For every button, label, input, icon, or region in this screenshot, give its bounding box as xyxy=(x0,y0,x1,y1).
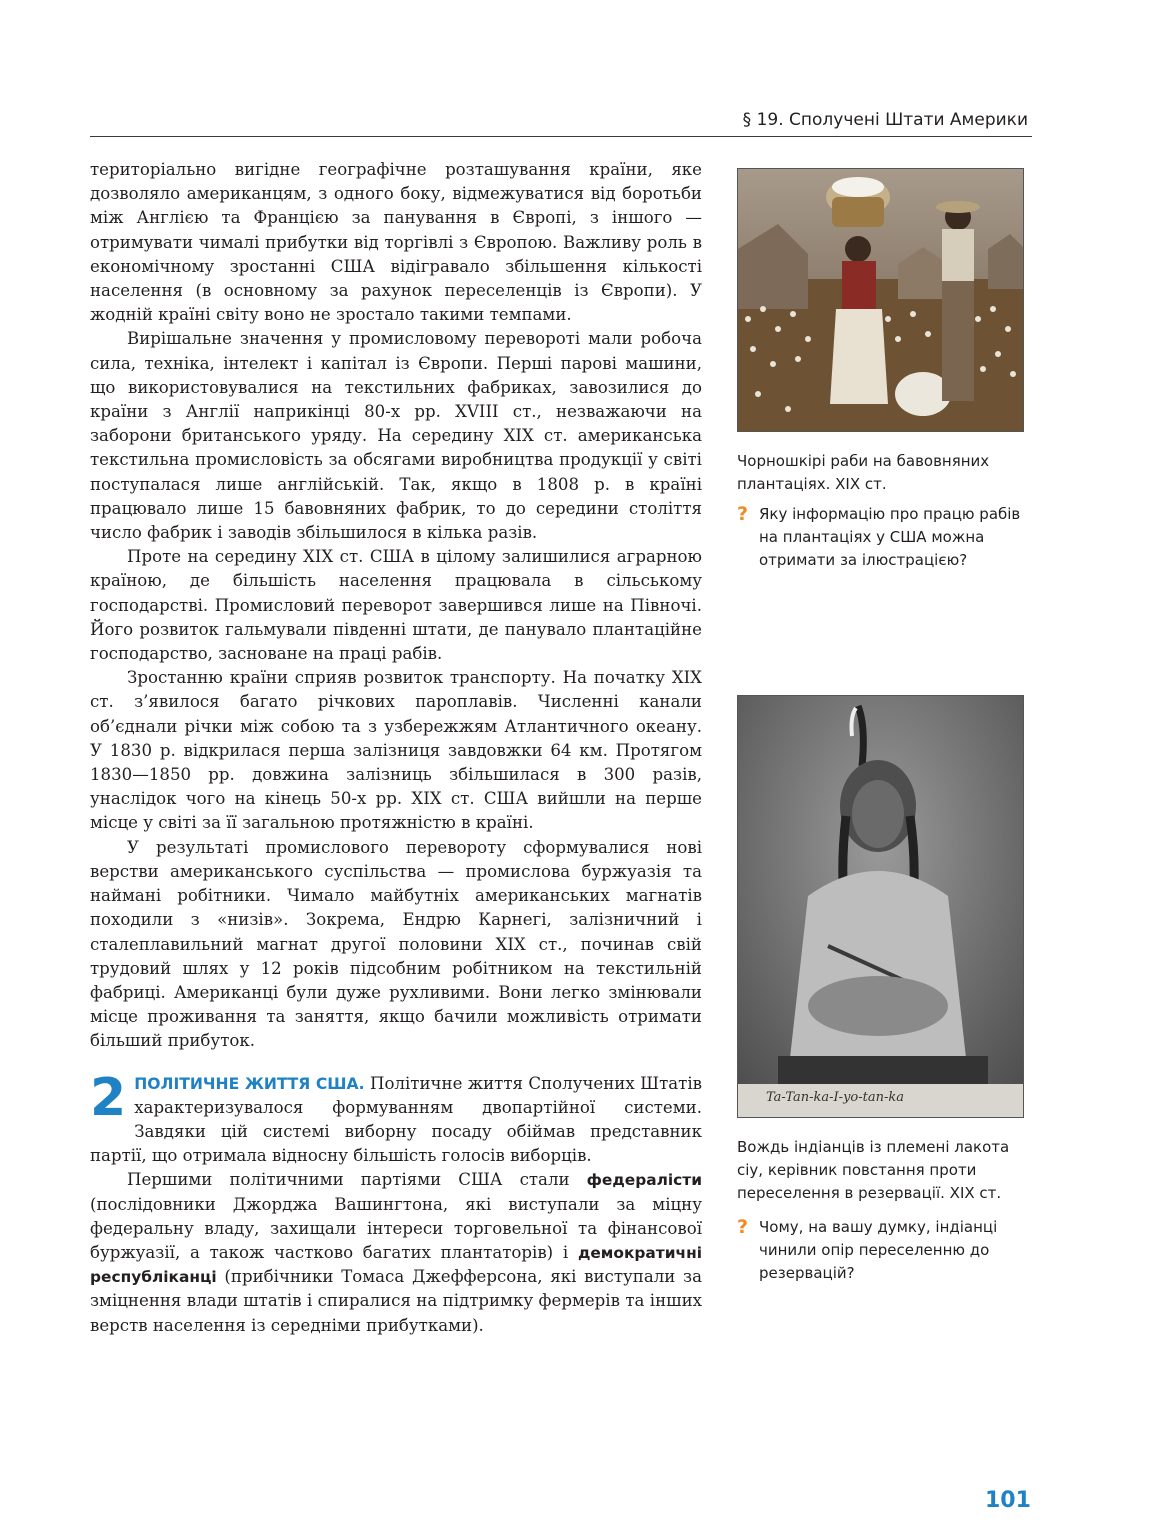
chief-portrait-image xyxy=(738,696,1023,1117)
caption-chief: Вождь індіанців із племені лакота сіу, керівник повстання проти переселення в резервації. XIX ст. xyxy=(737,1138,1010,1202)
question-mark-icon: ? xyxy=(737,503,749,525)
section-intro-paragraph xyxy=(90,1067,703,1169)
paragraph: Проте на середину XIX ст. США в цілому залишилися аграрною країною, де більшість населення працювала в сільському господарстві. Промисловий переворот завершився лише на Півночі. Його розвиток гальмували південні штати, де панувало плантаційне господарство, засноване на праці рабів. xyxy=(90,547,702,664)
paragraph: територіально вигідне географічне розташування країни, яке дозволяло американцям, з одного боку, відмежуватися від боротьби між Англією та Францією за панування в Європі, з іншого — отримувати чималі прибутки від торгівлі з Європою. Важливу роль в економічному зростанні США відігравало збільшення кількості населення (в основному за рахунок переселенців із Європи). У жодній країні світу воно не зростало такими темпами. xyxy=(90,160,702,325)
photo-inscription: Ta-Tan-ka-I-yo-tan-ka xyxy=(766,1090,904,1105)
question-1-text: Яку інформацію про працю рабів на плантаціях у США можна отримати за ілюстрацією? xyxy=(759,505,1021,569)
paragraph-text: (прибічники Томаса Джефферсона, які виступали за зміцнення влади штатів і спиралися на підтримку фермерів та інших верств населення із середніми прибутками). xyxy=(90,1267,702,1335)
section-intro-text: Політичне життя Сполучених Штатів характеризувалося формуванням двопартійної системи. Завдяки цій системі виборну посаду обіймав представник партії, що отримала відносну більшість голосів виборців. xyxy=(90,1073,703,1166)
paragraph: Вирішальне значення у промисловому перевороті мали робоча сила, техніка, інтелект і капітал із Європи. Перші парові машини, що використовувалися на текстильних фабриках, завозилися до країни з Англії наприкінці 80-х рр. XVIII ст., незважаючи на заборони британського уряду. На середину XIX ст. американська текстильна промисловість за обсягами виробництва продукції у світі поступалася лише англійській. Так, якщо в 1808 р. в країні працювало лише 15 бавовняних фабрик, то до середини століття число фабрик і заводів збільшилося в кілька разів. xyxy=(90,329,702,543)
question-mark-icon: ? xyxy=(737,1216,749,1238)
running-header xyxy=(90,104,1032,137)
paragraph-text: (послідовники Джорджа Вашингтона, які виступали за міцну федеральну владу, захищали інтереси торговельної та фінансової буржуазії, а також частково багатих плантаторів) і xyxy=(90,1194,702,1262)
paragraph: У результаті промислового перевороту сформувалися нові верстви американського суспільства — промислова буржуазія та наймані робітники. Чимало майбутніх американських магнатів походили з «низів». Зокрема, Ендрю Карнегі, залізничний і сталеплавильний магнат другої половини XIX ст., починав свій трудовий шлях у 12 років підсобним робітником на текстильній фабриці. Американці були дуже рухливими. Вони легко змінювали місце проживання та заняття, якщо бачили можливість отримати більший прибуток. xyxy=(90,837,702,1051)
caption-plantation: Чорношкірі раби на бавовняних плантаціях. XIX ст. xyxy=(737,452,990,493)
chief-portrait-photo xyxy=(737,695,1024,1118)
plantation-painting xyxy=(737,168,1024,432)
main-text-column xyxy=(90,158,702,1338)
plantation-painting-image xyxy=(738,169,1023,431)
paragraph: Зростанню країни сприяв розвиток транспорту. На початку XIX ст. з’явилося багато річкових пароплавів. Численні канали об’єднали річки між собою та з узбережжям Атлантичного океану. У 1830 р. відкрилася перша залізниця завдовжки 64 км. Протягом 1830—1850 рр. довжина залізниць збільшилася в 300 разів, унаслідок чого на кінець 50-х рр. XIX ст. США вийшли на перше місце у світі за її загальною протяжністю в країні. xyxy=(90,668,702,833)
section-number: 2 xyxy=(90,1067,127,1128)
section-2 xyxy=(90,1067,703,1338)
question-2-text: Чому, на вашу думку, індіанці чинили опір переселенню до резервацій? xyxy=(759,1218,998,1282)
term-democratic-republicans: демократичні республіканці xyxy=(90,1243,702,1287)
section-title: ПОЛІТИЧНЕ ЖИТТЯ США. xyxy=(134,1074,365,1093)
page-number: 101 xyxy=(985,1488,1031,1513)
term-federalists: федералісти xyxy=(586,1171,702,1190)
paragraph xyxy=(90,1168,702,1337)
question-2 xyxy=(737,1216,1037,1285)
question-1 xyxy=(737,503,1037,572)
chapter-title: § 19. Сполучені Штати Америки xyxy=(742,110,1028,130)
paragraph-text: Першими політичними партіями США стали xyxy=(127,1170,587,1190)
